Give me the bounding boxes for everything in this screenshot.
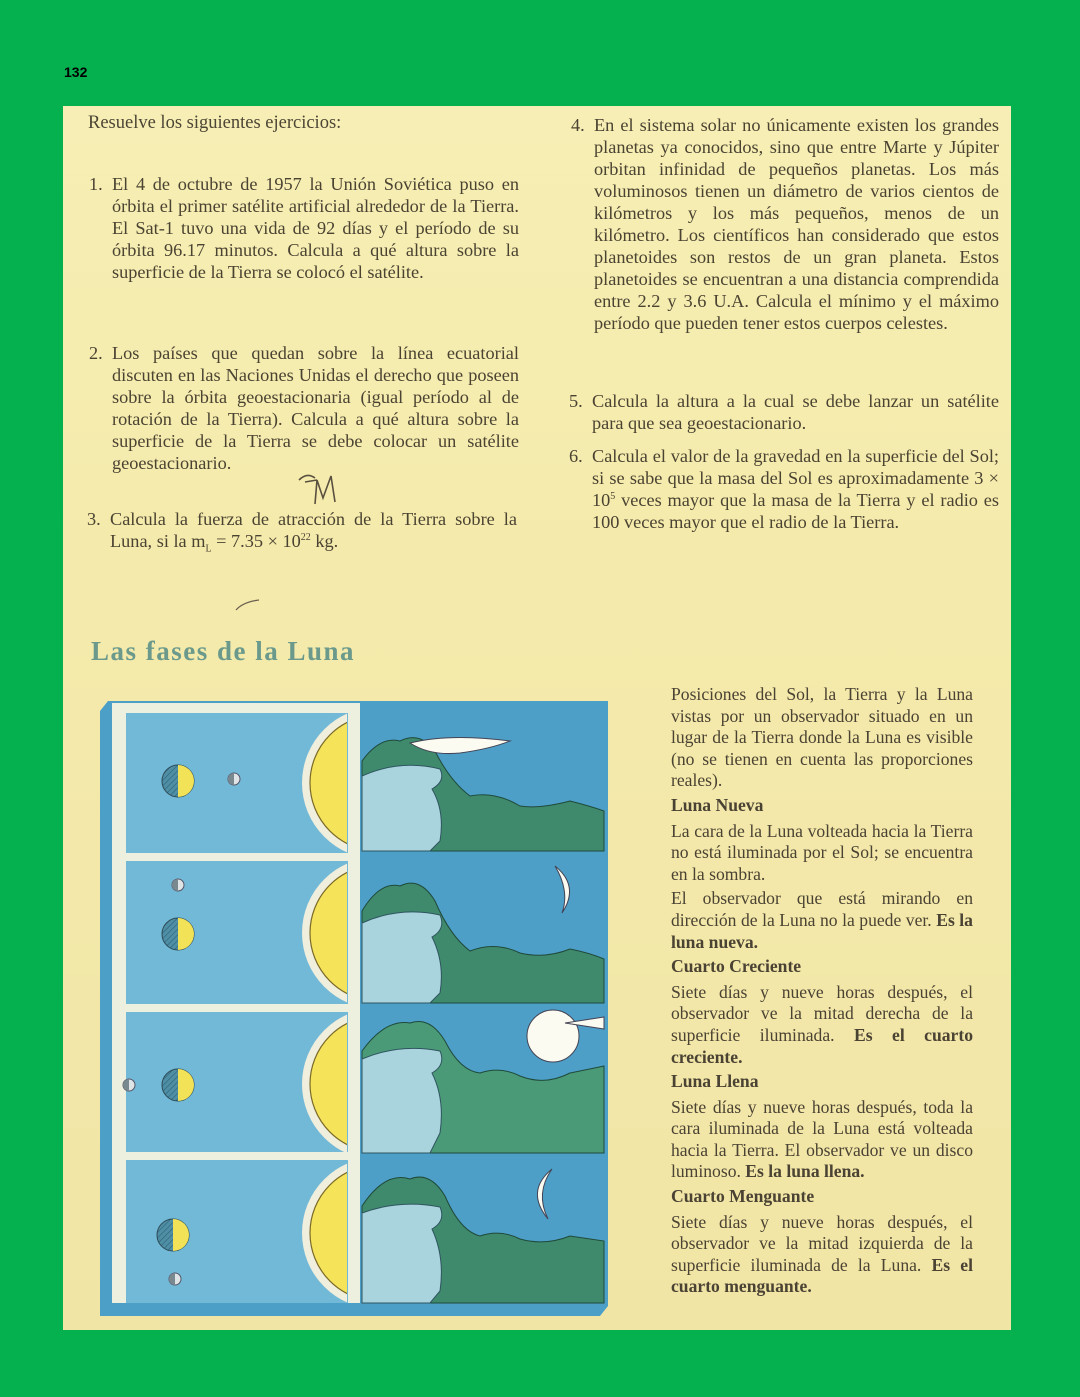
caption-intro: Posiciones del Sol, la Tierra y la Luna vistas por un observador situado en un lugar de la Tierra donde la Luna es visible (no se tienen en cuenta las proporciones reales). <box>671 684 973 791</box>
exercise-4 <box>571 114 999 334</box>
exercise-text <box>592 445 999 533</box>
phase-heading-last-quarter: Cuarto Menguante <box>671 1186 815 1207</box>
panel-full-moon-observer <box>362 1007 604 1153</box>
pen-mark <box>233 594 263 614</box>
exercise-number: 1. <box>89 174 103 194</box>
panel-last-quarter-observer <box>362 1157 604 1303</box>
phase-text: La cara de la Luna volteada hacia la Tierra no está iluminada por el Sol; se encuentra en la sombra. <box>671 820 973 884</box>
exercise-text: En el sistema solar no únicamente existen los grandes planetas ya conocidos, sino que entre Marte y Júpiter orbitan infinidad de pequeños planetas. Los más voluminosos tienen un diámetro de varios cientos de kilómetros y los más pequeños, menos de un kilómetro. Los científicos han considerado que estos planetoides son restos de un gran planeta. Estos planetoides se encuentran a una distancia comprendida entre 2.2 y 3.6 U.A. Calcula el mínimo y el máximo período que pueden tener estos cuerpos celestes. <box>594 115 999 333</box>
exercise-text <box>110 508 517 555</box>
phase-description <box>671 888 973 953</box>
phase-conclusion: Es la luna llena. <box>745 1161 865 1182</box>
subscript: L <box>205 543 212 555</box>
exercise-2 <box>89 342 519 474</box>
phase-description <box>671 1212 973 1298</box>
phase-heading-full-moon: Luna Llena <box>671 1071 759 1092</box>
panel-new-moon-observer <box>362 709 604 851</box>
exercise-number: 2. <box>89 343 103 363</box>
exercises-intro: Resuelve los siguientes ejercicios: <box>88 113 342 133</box>
exercise-6 <box>569 445 999 533</box>
exercise-text-part: Calcula la fuerza de atracción de la Tierra sobre la Luna, si la m <box>110 509 517 551</box>
phase-conclusion: Es la luna nueva. <box>671 909 973 952</box>
phase-text: Siete días y nueve horas después, el observador ve la mitad derecha de la superficie iluminada. <box>671 981 973 1045</box>
exercise-5 <box>569 390 999 434</box>
phase-description <box>671 1097 973 1183</box>
phase-heading-new-moon: Luna Nueva <box>671 794 764 815</box>
exercise-number: 3. <box>87 509 101 529</box>
panel-first-quarter-observer <box>362 857 604 1003</box>
exercise-3 <box>87 508 517 555</box>
phase-description <box>671 821 973 886</box>
exercise-text-part: = 7.35 × 10 <box>211 531 301 551</box>
exercise-number: 6. <box>569 446 583 466</box>
exercise-text-part: kg. <box>310 531 339 551</box>
exercise-1 <box>89 173 519 283</box>
page-number: 132 <box>64 64 88 80</box>
phase-conclusion: Es el cuarto menguante. <box>671 1254 974 1297</box>
phase-description <box>671 982 973 1068</box>
phase-text: El observador que está mirando en dirección de la Luna no la puede ver. <box>671 888 973 930</box>
exercise-text-part: veces mayor que la masa de la Tierra y el radio es 100 veces mayor que el radio de la Tierra. <box>592 490 999 532</box>
phase-text: Siete días y nueve horas después, el observador ve la mitad izquierda de la superficie iluminada de la Luna. <box>671 1211 973 1275</box>
textbook-page <box>63 106 1011 1330</box>
exponent: 22 <box>300 531 311 543</box>
handwritten-m-scribble <box>295 468 345 510</box>
phase-text: Siete días y nueve horas después, toda la cara iluminada de la Luna está volteada hacia la Tierra. El observador ve un disco luminoso. <box>671 1096 973 1182</box>
exercise-text-part: Calcula el valor de la gravedad en la superficie del Sol; si se sabe que la masa del Sol es aproximadamente 3 × 10 <box>592 446 999 510</box>
exercise-text: Los países que quedan sobre la línea ecuatorial discuten en las Naciones Unidas el derecho que poseen sobre la órbita geoestacionaria (igual período al de rotación de la Tierra). Calcula a qué altura sobre la superficie de la Tierra se debe colocar un satélite geoestacionario. <box>112 343 519 473</box>
exercise-number: 4. <box>571 115 585 135</box>
exercise-number: 5. <box>569 391 583 411</box>
figure-caption <box>671 684 973 1301</box>
phase-conclusion: Es el cuarto creciente. <box>671 1024 974 1067</box>
exercise-text: Calcula la altura a la cual se debe lanzar un satélite para que sea geoestacionario. <box>592 391 999 433</box>
phase-heading-first-quarter: Cuarto Creciente <box>671 956 802 977</box>
exercise-text: El 4 de octubre de 1957 la Unión Soviética puso en órbita el primer satélite artificial alrededor de la Tierra. El Sat-1 tuvo una vida de 92 días y el período de su órbita 96.17 minutos. Calcula a qué altura sobre la superficie de la Tierra se colocó el satélite. <box>112 174 519 282</box>
exponent: 5 <box>610 490 616 502</box>
moon-phases-illustration <box>100 701 608 1316</box>
section-title: Las fases de la Luna <box>91 636 356 666</box>
